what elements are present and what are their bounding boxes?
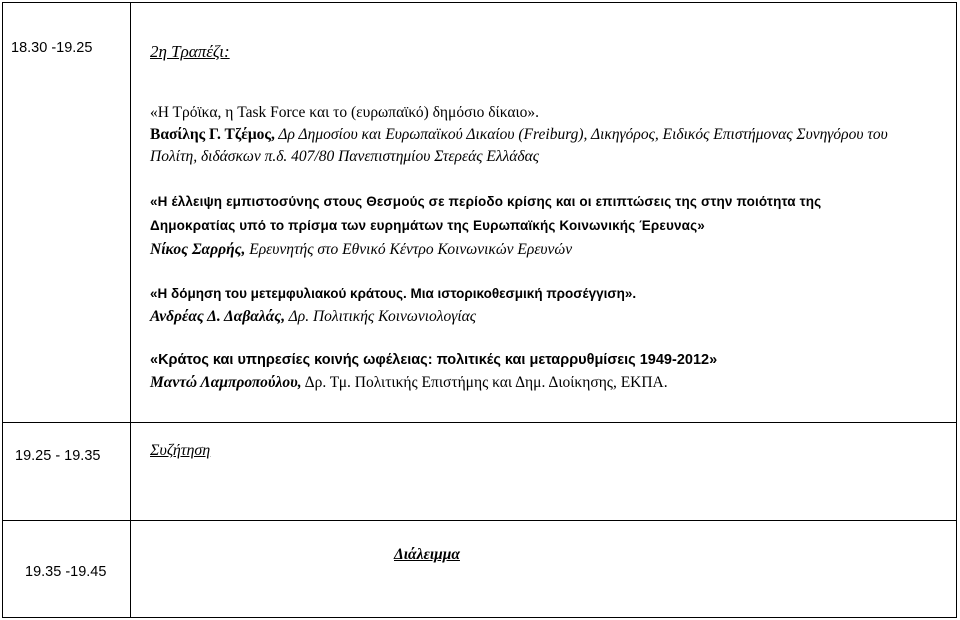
time-cell	[3, 521, 131, 618]
speaker-affiliation: Δρ. Τμ. Πολιτικής Επιστήμης και Δημ. Διοίκησης, ΕΚΠΑ.	[301, 374, 668, 391]
time-cell	[3, 3, 131, 423]
speaker-name: Νίκος Σαρρής,	[150, 241, 246, 258]
time-label: 18.30 -19.25	[11, 40, 93, 56]
session-heading: 2η Τραπέζι:	[150, 42, 230, 61]
table-row	[3, 423, 957, 521]
content-cell	[131, 521, 957, 618]
talk-3	[150, 282, 636, 328]
speaker-name: Ανδρέας Δ. Δαβαλάς,	[150, 308, 286, 325]
talk-title: Δημοκρατίας υπό το πρίσμα των ευρημάτων της Ευρωπαϊκής Κοινωνικής Έρευνας»	[150, 218, 705, 233]
content-cell	[131, 423, 957, 521]
speaker-name: Μαντώ Λαμπροπούλου,	[150, 374, 302, 391]
talk-4	[150, 348, 717, 394]
time-label: 19.25 - 19.35	[15, 448, 101, 464]
talk-1	[150, 102, 888, 168]
talk-title: «Η δόμηση του μετεμφυλιακού κράτους. Μια ιστορικοθεσμική προσέγγιση».	[150, 286, 637, 301]
time-cell	[3, 423, 131, 521]
talk-2	[150, 190, 821, 262]
talk-title: «Η Τρόϊκα, η Task Force και το (ευρωπαϊκό) δημόσιο δίκαιο».	[150, 104, 540, 121]
content-cell	[131, 3, 957, 423]
table-row	[3, 521, 957, 618]
discussion-label: Συζήτηση	[150, 442, 211, 459]
speaker-affiliation: Δρ. Πολιτικής Κοινωνιολογίας	[285, 308, 477, 325]
table-row	[3, 3, 957, 423]
talk-title: «Η έλλειψη εμπιστοσύνης στους Θεσμούς σε περίοδο κρίσης και οι επιπτώσεις της στην ποιότητα της	[150, 194, 822, 209]
break-label: Διάλειμμα	[394, 546, 460, 563]
speaker-name: Βασίλης Γ. Τζέμος,	[150, 126, 275, 143]
speaker-affiliation: Δρ Δημοσίου και Ευρωπαϊκού Δικαίου (Freiburg), Δικηγόρος, Ειδικός Επιστήμονας Συνηγόρου του	[274, 126, 888, 143]
talk-title: «Κράτος και υπηρεσίες κοινής ωφέλειας: πολιτικές και μεταρρυθμίσεις 1949-2012»	[150, 352, 718, 368]
time-label: 19.35 -19.45	[25, 564, 107, 580]
schedule-table	[2, 2, 957, 618]
speaker-affiliation: Πολίτη, διδάσκων π.δ. 407/80 Πανεπιστημίου Στερεάς Ελλάδας	[150, 148, 540, 165]
speaker-affiliation: Ερευνητής στο Εθνικό Κέντρο Κοινωνικών Ερευνών	[245, 241, 573, 258]
